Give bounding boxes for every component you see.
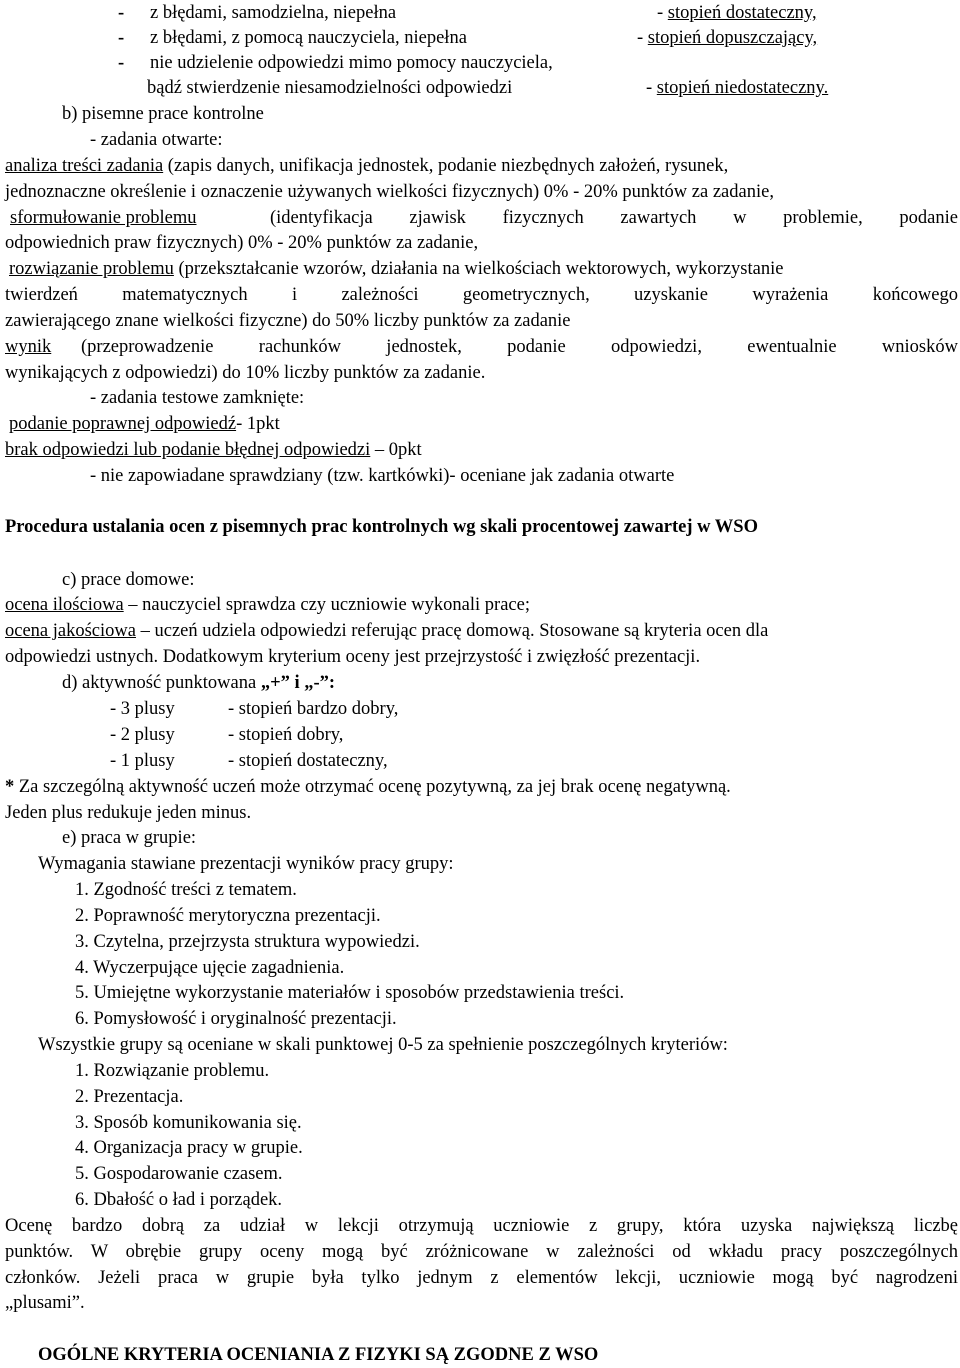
problem-desc: (identyfikacja zjawisk fizycznych zawartych w problemie, podanie: [270, 208, 958, 228]
section-c-heading: [0, 567, 960, 593]
qualitative-term: ocena jakościowa: [5, 621, 136, 641]
section-b-heading-text: b) pisemne prace kontrolne: [62, 104, 264, 124]
quizzes-line: [0, 463, 960, 489]
grade-condition: nie udzielenie odpowiedzi mimo pomocy nauczyciela,: [150, 53, 553, 73]
open-tasks-heading: [0, 127, 960, 153]
requirement-item: 2. Poprawność merytoryczna prezentacji.: [75, 906, 381, 926]
qualitative-desc: – uczeń udziela odpowiedzi referując pracę domową. Stosowane są kryteria ocen dla: [135, 621, 769, 641]
section-d-heading: [0, 670, 960, 696]
analysis-term: analiza treści zadania: [5, 156, 164, 176]
solution-desc: (przekształcanie wzorów, działania na wielkościach wektorowych, wykorzystanie: [173, 259, 784, 279]
quizzes-text: - nie zapowiadane sprawdziany (tzw. kartkówki)- oceniane jak zadania otwarte: [90, 466, 675, 486]
activity-row-1: [0, 696, 960, 722]
grade-prefix: -: [637, 28, 648, 48]
closed-tasks-text: - zadania testowe zamknięte:: [90, 388, 305, 408]
activity-note: Za szczególną aktywność uczeń może otrzymać ocenę pozytywną, za jej brak ocenę negatywną.: [14, 777, 731, 797]
problem-line-1: [5, 205, 958, 231]
criteria-heading: [0, 1032, 960, 1058]
section-e-heading-text: e) praca w grupie:: [62, 828, 197, 848]
qualitative-line-1: [5, 618, 960, 644]
analysis-line-2: jednoznaczne określenie i oznaczenie używanych wielkości fizycznych) 0% - 20% punktów za zadanie,: [5, 182, 774, 202]
group-grade-line-4: „plusami”.: [5, 1293, 85, 1313]
plus-count: - 3 plusy: [110, 699, 175, 719]
criterion-item: 5. Gospodarowanie czasem.: [75, 1164, 283, 1184]
plus-count: - 1 plusy: [110, 751, 175, 771]
analysis-line-1: [5, 153, 960, 179]
section-e-heading: [0, 825, 960, 851]
grade-line-1: [0, 0, 960, 26]
correct-answer-points: - 1pkt: [236, 414, 280, 434]
grade-value: stopień niedostateczny.: [656, 78, 829, 98]
correct-answer-term: podanie poprawnej odpowiedź: [9, 414, 237, 434]
section-b-heading: [0, 101, 960, 127]
grade-value: stopień dostateczny,: [667, 3, 817, 23]
requirement-item: 5. Umiejętne wykorzystanie materiałów i sposobów przedstawienia treści.: [75, 983, 625, 1003]
wrong-answer-points: – 0pkt: [370, 440, 422, 460]
dash: -: [118, 28, 125, 48]
dash: -: [118, 3, 125, 23]
criterion-item: 3. Sposób komunikowania się.: [75, 1113, 302, 1133]
section-c-heading-text: c) prace domowe:: [62, 570, 195, 590]
grade-prefix: -: [646, 78, 657, 98]
criterion-item: 2. Prezentacja.: [75, 1087, 184, 1107]
correct-answer-line: [9, 411, 960, 437]
solution-line-2: twierdzeń matematycznych i zależności geometrycznych, uzyskanie wyrażenia końcowego: [5, 285, 958, 305]
plus-count: - 2 plusy: [110, 725, 175, 745]
wrong-answer-term: brak odpowiedzi lub podanie błędnej odpowiedzi: [5, 440, 371, 460]
wrong-answer-line: [5, 437, 960, 463]
grade-line-2: [0, 25, 960, 51]
result-line-1: [5, 334, 958, 360]
asterisk-icon: *: [5, 777, 15, 797]
quantitative-line: [5, 592, 960, 618]
solution-line-1: [5, 256, 960, 282]
plus-grade: - stopień bardzo dobry,: [228, 699, 399, 719]
solution-term: rozwiązanie problemu: [9, 259, 174, 279]
plus-grade: - stopień dostateczny,: [228, 751, 388, 771]
requirement-item: 6. Pomysłowość i oryginalność prezentacji.: [75, 1009, 397, 1029]
group-grade-line-1: Ocenę bardzo dobrą za udział w lekcji otrzymują uczniowie z grupy, która uzyska największą liczbę: [5, 1216, 958, 1236]
activity-note-line-1: [5, 774, 960, 800]
group-grade-line-2: punktów. W obrębie grupy oceny mogą być zróżnicowane w zależności od wkładu pracy poszczególnych: [5, 1242, 958, 1262]
criterion-item: 4. Organizacja pracy w grupie.: [75, 1138, 303, 1158]
grade-line-3: [0, 50, 960, 76]
requirement-item: 3. Czytelna, przejrzysta struktura wypowiedzi.: [75, 932, 420, 952]
grade-condition: z błędami, z pomocą nauczyciela, niepełna: [150, 28, 467, 48]
solution-line-3: zawierającego znane wielkości fizyczne) do 50% liczby punktów za zadanie: [5, 311, 571, 331]
footer-heading: OGÓLNE KRYTERIA OCENIANIA Z FIZYKI SĄ ZGODNE Z WSO: [38, 1345, 599, 1365]
criterion-item: 6. Dbałość o ład i porządek.: [75, 1190, 283, 1210]
analysis-desc: (zapis danych, unifikacja jednostek, podanie niezbędnych założeń, rysunek,: [163, 156, 729, 176]
grade-condition: bądź stwierdzenie niesamodzielności odpowiedzi: [147, 78, 513, 98]
quantitative-term: ocena ilościowa: [5, 595, 124, 615]
criterion-item: 1. Rozwiązanie problemu.: [75, 1061, 270, 1081]
criteria-heading-text: Wszystkie grupy są oceniane w skali punktowej 0-5 za spełnienie poszczególnych kryteriów:: [38, 1035, 728, 1055]
requirements-heading-text: Wymagania stawiane prezentacji wyników pracy grupy:: [38, 854, 454, 874]
requirement-item: 4. Wyczerpujące ujęcie zagadnienia.: [75, 958, 345, 978]
dash: -: [118, 53, 125, 73]
open-tasks-text: - zadania otwarte:: [90, 130, 223, 150]
grade-line-4: [0, 75, 960, 101]
requirements-heading: [0, 851, 960, 877]
plus-grade: - stopień dobry,: [228, 725, 344, 745]
requirement-item: 1. Zgodność treści z tematem.: [75, 880, 297, 900]
closed-tasks-heading: [0, 385, 960, 411]
quantitative-desc: – nauczyciel sprawdza czy uczniowie wykonali prace;: [123, 595, 530, 615]
group-grade-line-3: członków. Jeżeli praca w grupie była tylko jednym z elementów lekcji, uczniowie mogą być nagrodzeni: [5, 1268, 958, 1288]
grade-condition: z błędami, samodzielna, niepełna: [150, 3, 397, 23]
problem-line-2: odpowiednich praw fizycznych) 0% - 20% punktów za zadanie,: [5, 233, 479, 253]
grade-prefix: -: [657, 3, 668, 23]
grade-value: stopień dopuszczający,: [647, 28, 818, 48]
qualitative-line-2: odpowiedzi ustnych. Dodatkowym kryterium oceny jest przejrzystość i zwięzłość prezentacji.: [5, 647, 701, 667]
activity-row-3: [0, 748, 960, 774]
result-desc: (przeprowadzenie rachunków jednostek, podanie odpowiedzi, ewentualnie wniosków: [81, 337, 958, 357]
result-term: wynik: [5, 337, 52, 357]
plus-minus-label: „+” i „-”:: [260, 673, 336, 693]
problem-term: sformułowanie problemu: [10, 208, 197, 228]
activity-row-2: [0, 722, 960, 748]
activity-note-line-2: Jeden plus redukuje jeden minus.: [5, 803, 252, 823]
result-line-2: wynikających z odpowiedzi) do 10% liczby punktów za zadanie.: [5, 363, 486, 383]
procedure-heading: Procedura ustalania ocen z pisemnych prac kontrolnych wg skali procentowej zawartej w WSO: [5, 517, 758, 537]
section-d-heading-text: d) aktywność punktowana: [62, 673, 261, 693]
